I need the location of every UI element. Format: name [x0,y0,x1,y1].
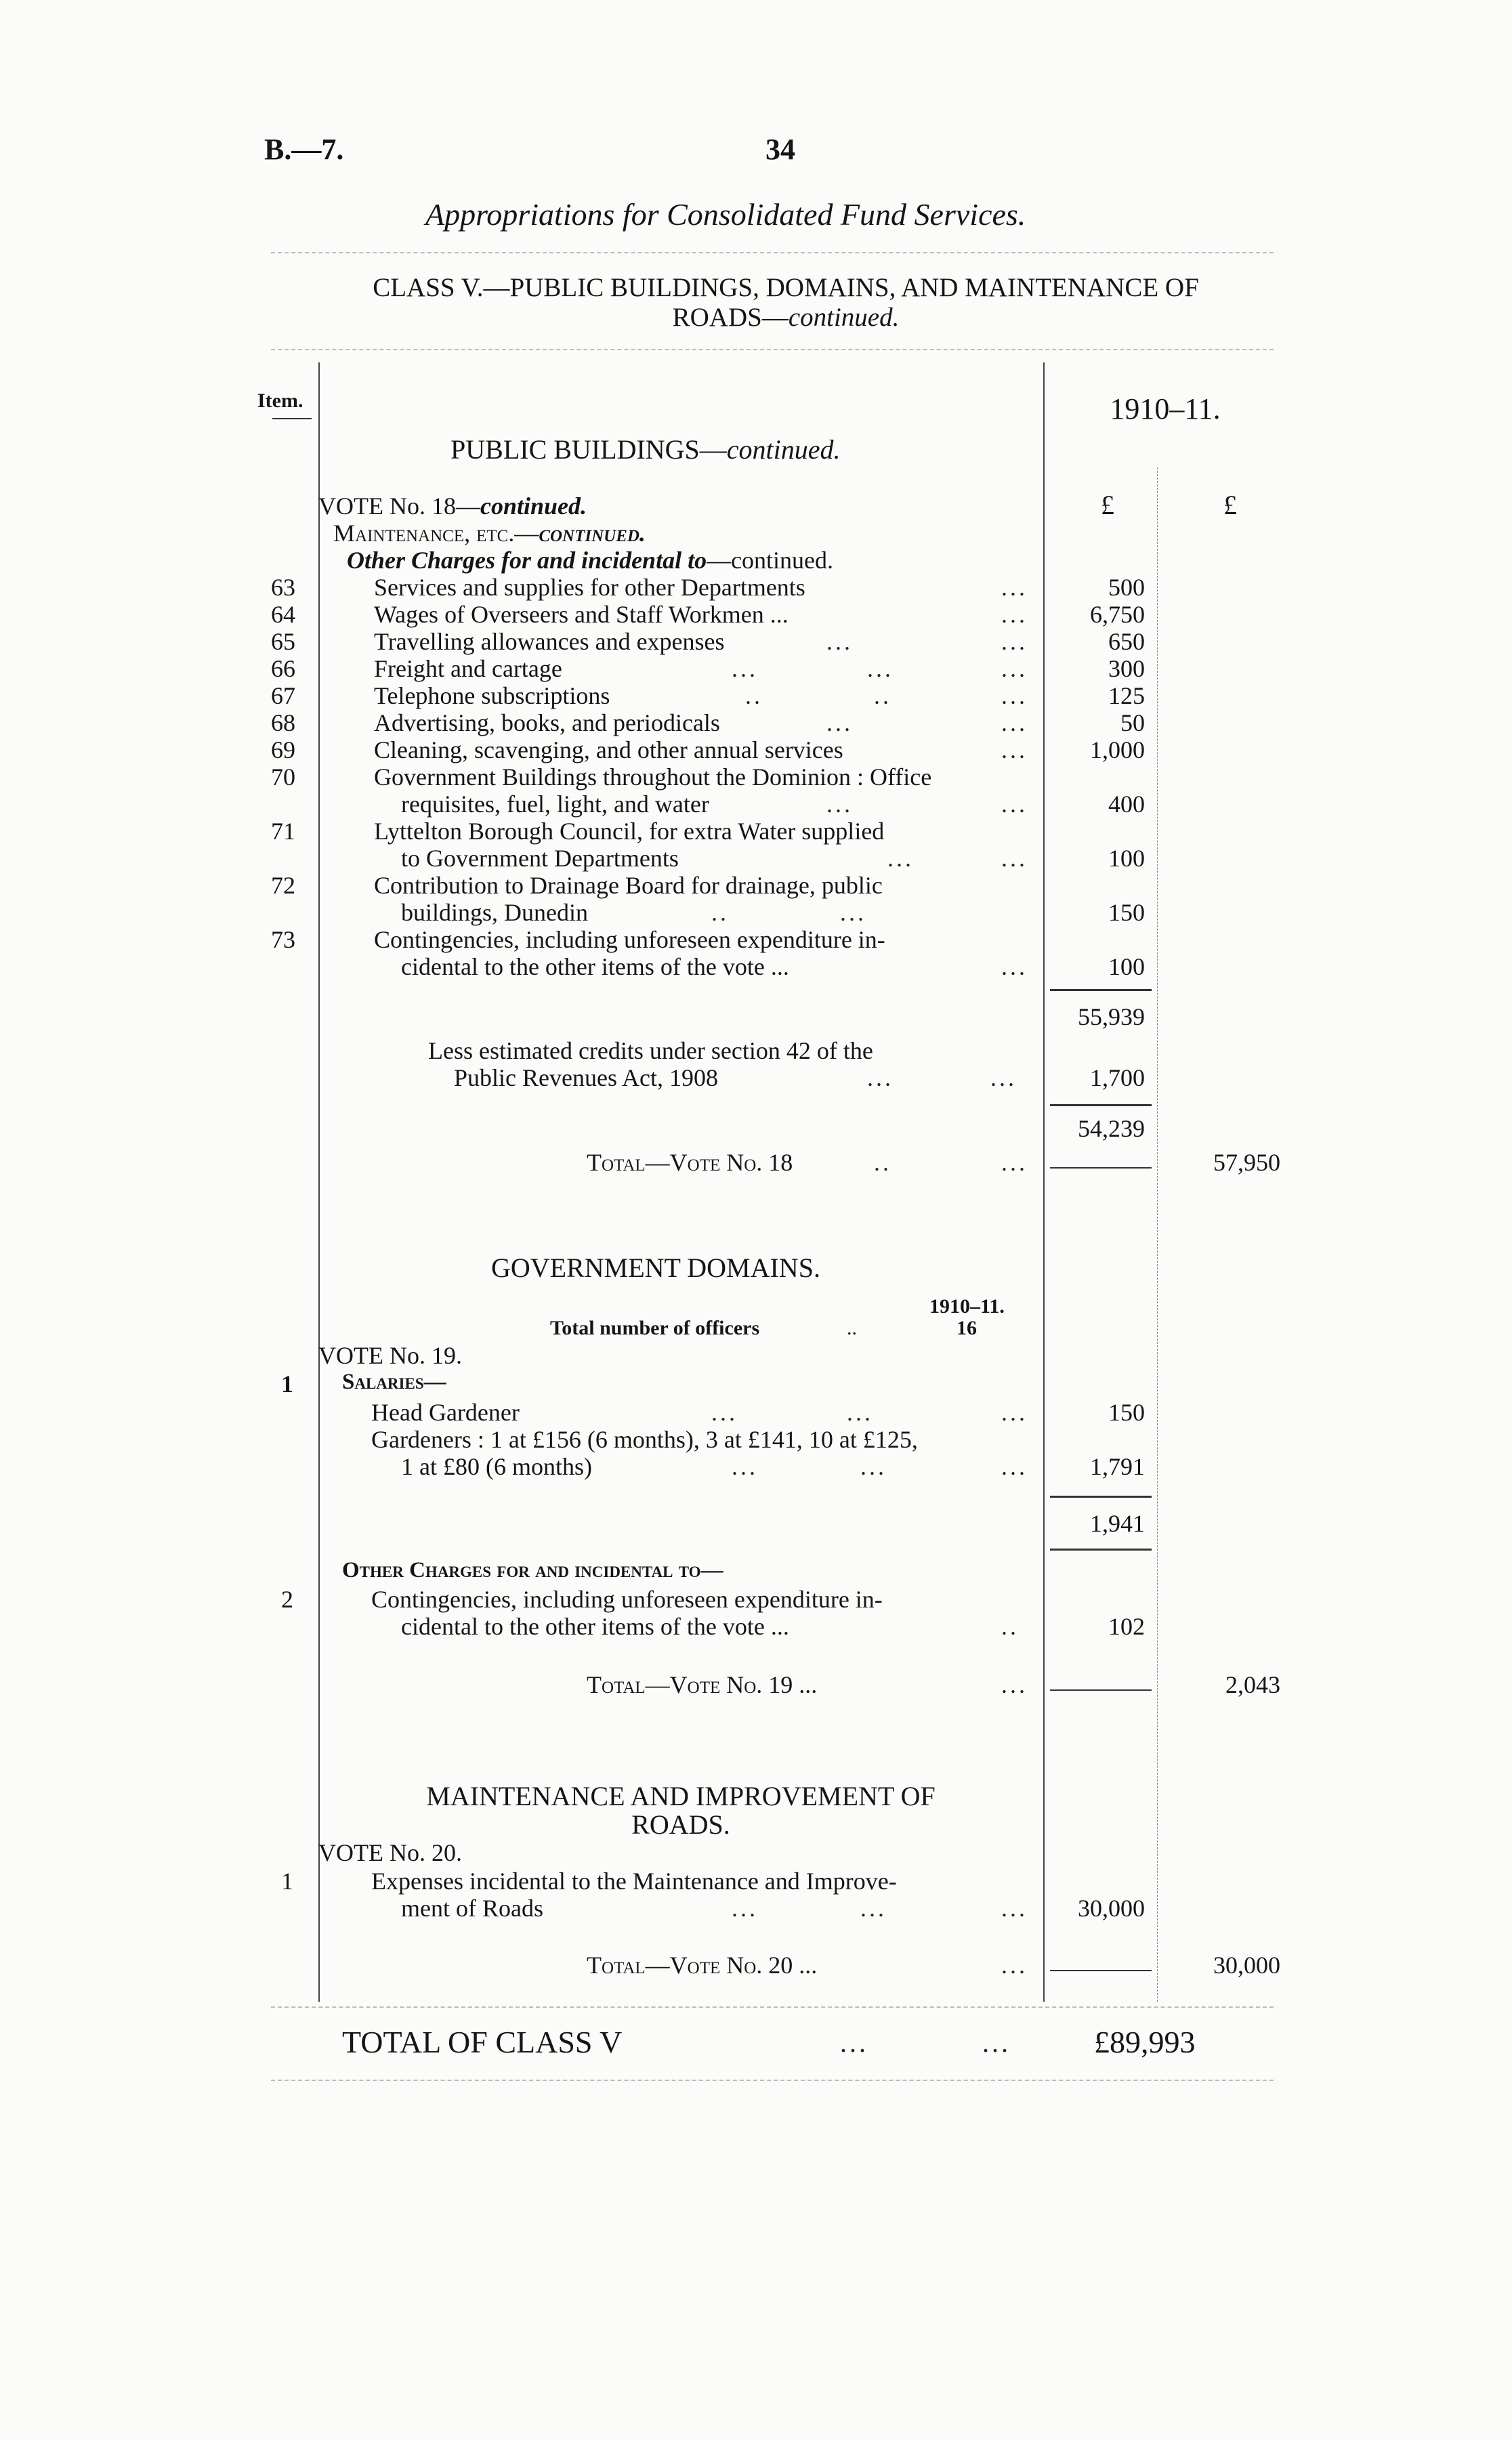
leader-dots: ... [1001,953,1028,980]
leader-dots: ... [860,1453,887,1480]
line-item-amount: 1,000 [1090,736,1145,763]
amount-column-rule [1043,362,1045,2002]
year-column-header: 1910–11. [1110,392,1221,425]
line-item-label: Travelling allowances and expenses [374,628,725,655]
leader-dots: ... [1001,736,1028,763]
line-item-amount: 300 [1108,655,1145,682]
leader-dots: ... [1001,682,1028,709]
item-column-rule [318,362,320,2002]
vote-18-total-label: Total—Vote No. 18 [587,1149,793,1176]
leader-dots: ... [826,709,853,736]
line-item-label: Contingencies, including unforeseen expenditure in- [371,1586,883,1613]
leader-dots: ... [1001,1453,1028,1480]
leader-dots: ... [1001,845,1028,872]
line-item-amount: 102 [1108,1613,1145,1640]
divider [271,2006,1274,2008]
item-number: 1 [281,1370,293,1397]
leader-dots: ... [732,1895,758,1922]
leader-dots: ... [826,628,853,655]
leader-dots: ... [840,899,866,926]
leader-dots: ... [1001,1149,1028,1176]
divider [271,349,1274,350]
line-item-label: Lyttelton Borough Council, for extra Water supplied [374,818,885,845]
line-item-amount: 30,000 [1078,1895,1145,1922]
less-credits-label-continued: Public Revenues Act, 1908 [454,1064,718,1091]
line-item-amount: 1,791 [1090,1453,1145,1480]
line-item-amount: 100 [1108,845,1145,872]
subtotal-rule [1050,989,1152,991]
officers-year: 1910–11. [929,1295,1005,1318]
vote-18-total-amount: 57,950 [1213,1149,1280,1176]
leader-dots: ... [847,1399,873,1426]
leader-dots: ... [1001,574,1028,601]
officers-label: Total number of officers [550,1317,760,1339]
leader-dots: ... [1001,628,1028,655]
line-item-label-continued: cidental to the other items of the vote ... [401,1613,789,1640]
leader-dots: .. [847,1317,857,1339]
class-heading-line-1: CLASS V.—PUBLIC BUILDINGS, DOMAINS, AND MAINTENANCE OF [373,273,1199,302]
item-number: 64 [271,601,295,628]
line-item-label-continued: buildings, Dunedin [401,899,588,926]
divider [271,252,1274,253]
line-item-amount: 6,750 [1090,601,1145,628]
item-number: 72 [271,872,295,899]
salaries-subheading: Salaries— [342,1370,446,1394]
item-number: 70 [271,763,295,791]
line-item-label: Cleaning, scavenging, and other annual services [374,736,843,763]
line-item-label: Gardeners : 1 at £156 (6 months), 3 at £141, 10 at £125, [371,1426,918,1453]
less-credits-label: Less estimated credits under section 42 of the [428,1037,873,1064]
item-number: 71 [271,818,295,845]
net-rule [1050,1104,1152,1106]
leader-dots: ... [982,2027,1011,2058]
vote-19-heading: VOTE No. 19. [318,1342,462,1369]
leader-dots: ... [840,2027,868,2058]
section-heading-government-domains: GOVERNMENT DOMAINS. [491,1253,820,1283]
officers-count: 16 [957,1317,977,1339]
divider [271,2080,1274,2081]
line-item-amount: 650 [1108,628,1145,655]
subtotal-rule [1050,1496,1152,1498]
item-number: 1 [281,1868,293,1895]
line-item-label: Contingencies, including unforeseen expenditure in- [374,926,885,953]
line-item-amount: 125 [1108,682,1145,709]
vote-20-heading: VOTE No. 20. [318,1839,462,1866]
class-heading-line-2: ROADS—continued. [672,303,900,332]
vote-20-total-label: Total—Vote No. 20 ... [587,1952,818,1979]
item-number: 73 [271,926,295,953]
leader-dots: .. [1001,1613,1019,1640]
section-heading-public-buildings: PUBLIC BUILDINGS—continued. [450,434,841,465]
item-number: 2 [281,1586,293,1613]
line-item-label: Head Gardener [371,1399,520,1426]
leader-dots: ... [1001,791,1028,818]
line-item-amount: 400 [1108,791,1145,818]
subtotal-amount: 55,939 [1078,1003,1145,1030]
page-number: 34 [765,133,795,166]
line-item-label: Government Buildings throughout the Dominion : Office [374,763,932,791]
leader-dots: ... [860,1895,887,1922]
subtotal-rule [1050,1549,1152,1551]
line-item-label-continued: to Government Departments [401,845,679,872]
total-rule [1050,1970,1152,1971]
total-rule [1050,1167,1152,1169]
leader-dots: .. [874,1149,891,1176]
leader-dots: ... [732,1453,758,1480]
vote-18-heading: VOTE No. 18—continued. [318,492,587,520]
line-item-label-continued: cidental to the other items of the vote ... [401,953,789,980]
line-item-label-continued: requisites, fuel, light, and water [401,791,709,818]
page-title: Appropriations for Consolidated Fund Services. [425,197,1026,232]
line-item-label: Advertising, books, and periodicals [374,709,720,736]
leader-dots: ... [1001,1895,1028,1922]
item-number: 63 [271,574,295,601]
other-charges-subheading: Other Charges for and incidental to— [342,1558,723,1582]
line-item-amount: 100 [1108,953,1145,980]
other-charges-subheading: Other Charges for and incidental to—continued. [347,547,834,574]
class-total-label: TOTAL OF CLASS V [342,2025,623,2059]
subcolumn-rule [1157,467,1158,2002]
leader-dots: ... [826,791,853,818]
class-total-amount: £89,993 [1094,2025,1196,2059]
pound-column-header: £ [1101,490,1114,520]
document-reference: B.—7. [264,133,344,166]
leader-dots: ... [1001,655,1028,682]
item-number: 68 [271,709,295,736]
item-number: 69 [271,736,295,763]
vote-19-total-amount: 2,043 [1225,1671,1280,1698]
line-item-label: Freight and cartage [374,655,562,682]
line-item-amount: 150 [1108,1399,1145,1426]
leader-dots: .. [874,682,891,709]
line-item-label-continued: 1 at £80 (6 months) [401,1453,592,1480]
leader-dots: ... [990,1064,1017,1091]
item-column-header: Item. [257,390,303,412]
leader-dots: ... [1001,1671,1028,1698]
leader-dots: ... [867,655,894,682]
line-item-label-continued: ment of Roads [401,1895,543,1922]
leader-dots: ... [887,845,914,872]
item-number: 66 [271,655,295,682]
line-item-label: Wages of Overseers and Staff Workmen ... [374,601,789,628]
salaries-total-amount: 1,941 [1090,1510,1145,1537]
leader-dots: ... [711,1399,738,1426]
section-heading-roads: MAINTENANCE AND IMPROVEMENT OF [426,1781,936,1811]
item-header-rule [272,418,312,419]
line-item-label: Contribution to Drainage Board for drainage, public [374,872,883,899]
pound-column-header: £ [1223,490,1237,520]
line-item-label: Expenses incidental to the Maintenance and Improve- [371,1868,897,1895]
leader-dots: ... [1001,601,1028,628]
item-number: 65 [271,628,295,655]
leader-dots: ... [1001,709,1028,736]
leader-dots: .. [745,682,763,709]
total-rule [1050,1689,1152,1691]
leader-dots: ... [1001,1952,1028,1979]
vote-19-total-label: Total—Vote No. 19 ... [587,1671,818,1698]
leader-dots: ... [1001,1399,1028,1426]
section-heading-roads-continued: ROADS. [631,1809,730,1840]
vote-20-total-amount: 30,000 [1213,1952,1280,1979]
line-item-label: Services and supplies for other Departments [374,574,805,601]
line-item-amount: 50 [1120,709,1145,736]
line-item-amount: 500 [1108,574,1145,601]
less-credits-amount: 1,700 [1090,1064,1145,1091]
line-item-amount: 150 [1108,899,1145,926]
item-number: 67 [271,682,295,709]
leader-dots: ... [732,655,758,682]
maintenance-subheading: Maintenance, etc.—continued. [333,520,646,547]
leader-dots: .. [711,899,729,926]
leader-dots: ... [867,1064,894,1091]
net-amount: 54,239 [1078,1115,1145,1142]
line-item-label: Telephone subscriptions [374,682,610,709]
